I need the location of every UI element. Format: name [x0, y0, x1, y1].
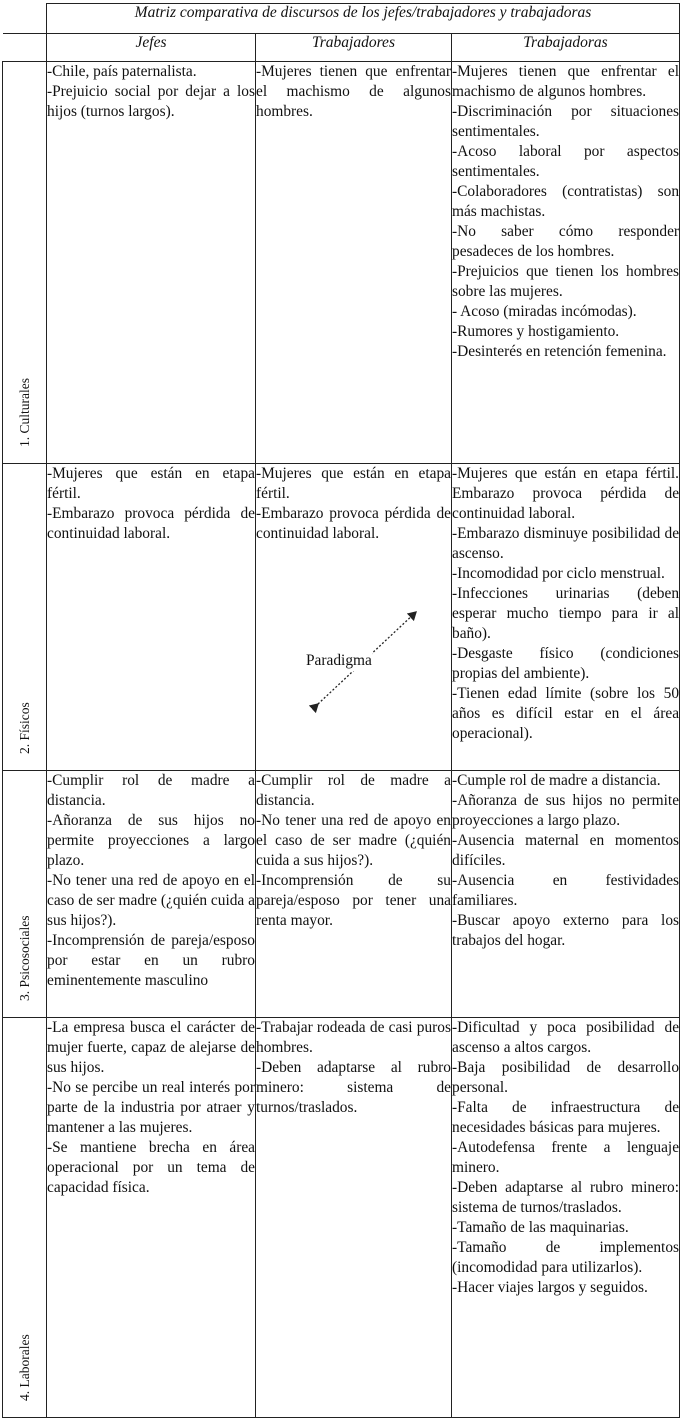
- blank-corner-lower: [3, 34, 47, 62]
- list-item: -No tener una red de apoyo en el caso de ser madre (¿quién cuida a sus hijos?).: [47, 872, 255, 929]
- list-item: -Prejuicios que tienen los hombres sobre las mujeres.: [452, 263, 680, 300]
- category-cell: 1. Culturales: [3, 62, 47, 464]
- paradigm-arrow: [256, 464, 452, 771]
- list-item: -Incomodidad por ciclo menstrual.: [452, 565, 665, 582]
- list-item: -Baja posibilidad de desarrollo personal.: [452, 1059, 680, 1096]
- list-item: -Mujeres tienen que enfrentar el machismo de algunos hombres.: [256, 63, 451, 120]
- category-cell: 4. Laborales: [3, 1018, 47, 1418]
- list-item: -Incomprensión de pareja/esposo por estar en un rubro eminentemente masculino: [47, 932, 255, 989]
- list-item: -Cumplir rol de madre a distancia.: [256, 772, 451, 809]
- list-item: -Embarazo disminuye posibilidad de ascenso.: [452, 525, 680, 562]
- header-row: [3, 34, 680, 62]
- paradigm-label: Paradigma: [306, 652, 372, 669]
- list-item: -Autodefensa frente a lenguaje minero.: [452, 1139, 680, 1176]
- cell-jefes: [47, 771, 256, 1018]
- list-item: -Prejuicio social por dejar a los hijos (turnos largos).: [47, 83, 255, 120]
- cell-trabajadoras: [452, 1018, 680, 1418]
- title-row: [3, 4, 680, 34]
- matrix-title: Matriz comparativa de discursos de los jefes/trabajadores y trabajadoras: [47, 4, 680, 34]
- list-item: -Ausencia maternal en momentos difíciles.: [452, 832, 680, 869]
- list-item: -No tener una red de apoyo en el caso de ser madre (¿quién cuida a sus hijos?).: [256, 812, 451, 869]
- cell-trabajadores: [256, 1018, 452, 1418]
- list-item: -Rumores y hostigamiento.: [452, 323, 620, 340]
- list-item: -Infecciones urinarias (deben esperar mucho tiempo para ir al baño).: [452, 585, 680, 642]
- table-row: [3, 1018, 680, 1418]
- list-item: -Hacer viajes largos y seguidos.: [452, 1279, 648, 1296]
- list-item: -Buscar apoyo externo para los trabajos del hogar.: [452, 912, 680, 949]
- cell-jefes: [47, 464, 256, 771]
- list-item: -Tamaño de las maquinarias.: [452, 1219, 629, 1236]
- column-header-trabajadoras: Trabajadoras: [452, 34, 680, 62]
- list-item: -Tienen edad límite (sobre los 50 años es difícil estar en el área operacional).: [452, 685, 680, 742]
- list-item: -Trabajar rodeada de casi puros hombres.: [256, 1019, 451, 1056]
- cell-trabajadoras: [452, 771, 680, 1018]
- table-row: [3, 771, 680, 1018]
- list-item: -Añoranza de sus hijos no permite proyecciones a largo plazo.: [47, 812, 255, 869]
- list-item: -Cumplir rol de madre a distancia.: [47, 772, 255, 809]
- list-item: -Deben adaptarse al rubro minero: sistema de turnos/traslados.: [452, 1179, 680, 1216]
- list-item: - Acoso (miradas incómodas).: [452, 303, 637, 320]
- list-item: -Cumple rol de madre a distancia.: [452, 772, 661, 789]
- list-item: -Deben adaptarse al rubro minero: sistema de turnos/traslados.: [256, 1059, 451, 1116]
- cell-jefes: [47, 1018, 256, 1418]
- cell-trabajadores: [256, 464, 452, 771]
- cell-jefes: [47, 62, 256, 464]
- category-cell: 3. Psicosociales: [3, 771, 47, 1018]
- cell-trabajadoras: [452, 62, 680, 464]
- list-item: -Incomprensión de su pareja/esposo por tener una renta mayor.: [256, 872, 451, 929]
- list-item: -No se percibe un real interés por parte de la industria por atraer y mantener a las mujeres.: [47, 1079, 255, 1136]
- category-cell: 2. Físicos: [3, 464, 47, 771]
- list-item: -Ausencia en festividades familiares.: [452, 872, 680, 909]
- list-item: -Embarazo provoca pérdida de continuidad laboral.: [47, 505, 255, 542]
- list-item: -Añoranza de sus hijos no permite proyecciones a largo plazo.: [452, 792, 680, 829]
- list-item: -La empresa busca el carácter de mujer fuerte, capaz de alejarse de sus hijos.: [47, 1019, 255, 1076]
- comparison-matrix: [2, 3, 680, 1418]
- list-item: -Colaboradores (contratistas) son más machistas.: [452, 183, 680, 220]
- column-header-jefes: Jefes: [47, 34, 256, 62]
- cell-trabajadoras: [452, 464, 680, 771]
- list-item: -Mujeres que están en etapa fértil. Embarazo provoca pérdida de continuidad laboral.: [452, 465, 680, 522]
- table-row: [3, 62, 680, 464]
- cell-trabajadores: [256, 62, 452, 464]
- list-item: -Mujeres tienen que enfrentar el machismo de algunos hombres.: [452, 63, 680, 100]
- list-item: -Mujeres que están en etapa fértil.: [47, 465, 255, 502]
- list-item: -Desgaste físico (condiciones propias del ambiente).: [452, 645, 680, 682]
- cell-trabajadores: [256, 771, 452, 1018]
- list-item: -Acoso laboral por aspectos sentimentales.: [452, 143, 680, 180]
- list-item: -Desinterés en retención femenina.: [452, 343, 667, 360]
- list-item: -Chile, país paternalista.: [47, 63, 197, 80]
- column-header-trabajadores: Trabajadores: [256, 34, 452, 62]
- list-item: -Embarazo provoca pérdida de continuidad laboral.: [256, 505, 451, 542]
- blank-corner: [3, 4, 47, 34]
- table-row: [3, 464, 680, 771]
- list-item: -No saber cómo responder pesadeces de los hombres.: [452, 223, 680, 260]
- list-item: -Dificultad y poca posibilidad de ascenso a altos cargos.: [452, 1019, 680, 1056]
- list-item: -Falta de infraestructura de necesidades básicas para mujeres.: [452, 1099, 680, 1136]
- list-item: -Se mantiene brecha en área operacional por un tema de capacidad física.: [47, 1139, 255, 1196]
- list-item: -Mujeres que están en etapa fértil.: [256, 465, 451, 502]
- list-item: -Tamaño de implementos (incomodidad para utilizarlos).: [452, 1239, 680, 1276]
- list-item: -Discriminación por situaciones sentimentales.: [452, 103, 680, 140]
